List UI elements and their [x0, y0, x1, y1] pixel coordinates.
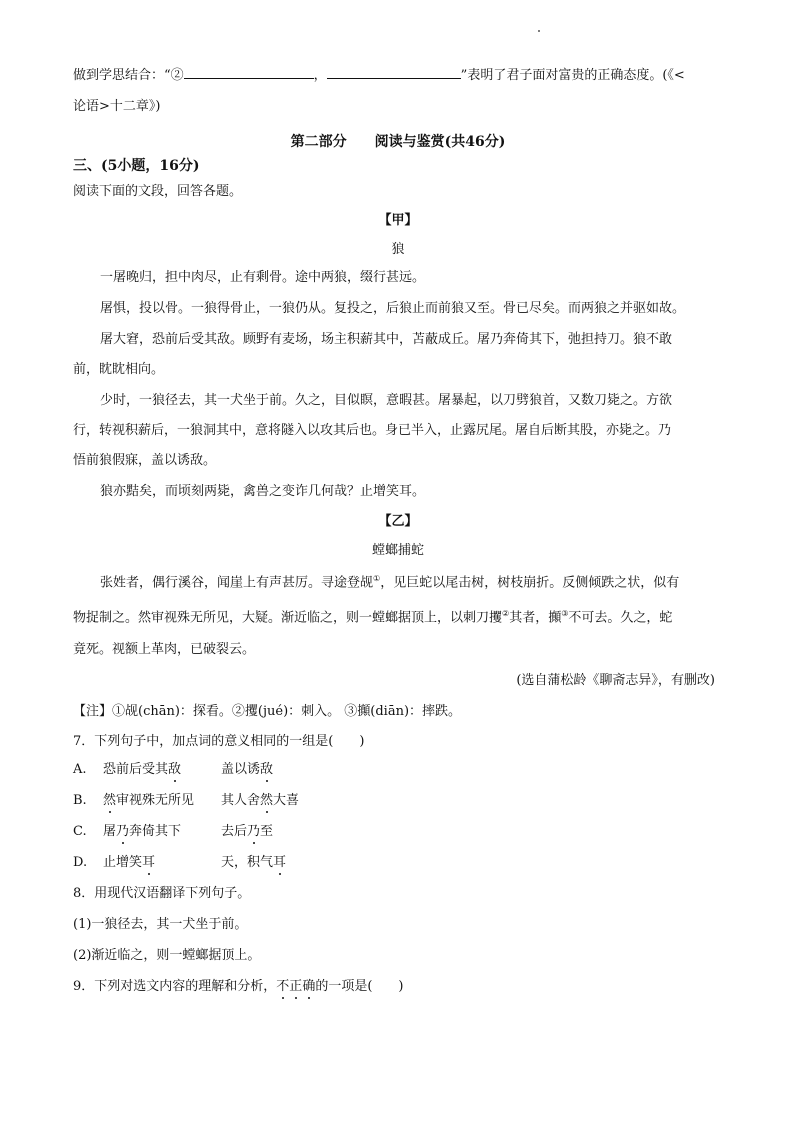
q9-stem [73, 977, 723, 997]
q9-emph: 确 [302, 978, 316, 994]
passage-a-paragraph-2: 屠惧，投以骨。一狼得骨止，一狼仍从。复投之，后狼止而前狼又至。骨已尽矣。而两狼之并驱如故。 [100, 301, 686, 316]
question-head: 三、(5小题，16分) [73, 158, 200, 174]
footnote-mark-1: ① [373, 574, 381, 583]
passage-b-line-1 [73, 569, 723, 593]
option-sentence-1: 屠乃奔倚其下 [103, 823, 182, 839]
q9-emph: 正 [289, 978, 303, 994]
q7-option-a[interactable] [73, 760, 723, 780]
passage-b-label: 【乙】 [378, 514, 418, 529]
option-letter: C. [73, 823, 87, 839]
passage-b-text: ，见巨蛇以尾击树，树枝崩折。反侧倾跌之状，似有 [380, 575, 680, 591]
q8-sentence-1: (1)一狼径去，其一犬坐于前。 [73, 916, 248, 932]
passage-a-paragraph-3-cont: 前，眈眈相向。 [73, 362, 165, 377]
option-sentence-1: 止增笑耳 [103, 854, 156, 870]
q8-sentence-2: (2)渐近临之，则一螳螂据顶上。 [73, 947, 261, 963]
q7-option-b[interactable] [73, 791, 723, 811]
passage-a-label: 【甲】 [378, 213, 418, 228]
q9-text: 9．下列对选文内容的理解和分析， [73, 978, 277, 994]
q9-emph: 不 [276, 978, 290, 994]
answer-blank-1[interactable] [184, 64, 314, 79]
passage-a-paragraph-4-cont-2: 悟前狼假寐，盖以诱敌。 [73, 453, 217, 468]
q7-option-c[interactable] [73, 822, 723, 842]
passage-b-text: 物捉制之。然审视殊无所见，大疑。渐近临之，则一螳螂据顶上，以刺刀攫 [73, 610, 503, 626]
header-suffix: ”表明了君子面对富贵的正确态度。(《< [460, 68, 685, 83]
part-title: 第二部分 阅读与鉴赏(共46分) [290, 134, 506, 150]
header-prefix: 做到学思结合：“② [73, 68, 184, 83]
q9-text: 的一项是( ) [315, 978, 404, 994]
passage-a-paragraph-1: 一屠晚归，担中肉尽，止有剩骨。途中两狼，缀行甚远。 [100, 270, 426, 285]
passage-b-note: 【注】①觇(chān)：探看。②攫(jué)：刺入。 ③攧(diān)：摔跌。 [73, 703, 462, 719]
passage-b-body [73, 569, 723, 722]
passage-b-text: 不可去。久之，蛇 [568, 610, 673, 626]
header-sep: ， [313, 68, 327, 83]
q7-stem: 7．下列句子中，加点词的意义相同的一组是( ) [73, 733, 365, 749]
q7-option-d[interactable] [73, 853, 723, 873]
passage-a-paragraph-5: 狼亦黠矣，而顷刻两毙，禽兽之变诈几何哉？止增笑耳。 [100, 484, 426, 499]
passage-a-paragraph-4: 少时，一狼径去，其一犬坐于前。久之，目似瞑，意暇甚。屠暴起，以刀劈狼首，又数刀毙之。方欲 [100, 393, 673, 408]
option-letter: A. [73, 761, 87, 777]
option-sentence-1: 恐前后受其敌 [103, 761, 182, 777]
option-sentence-2: 其人舍然大喜 [221, 792, 300, 808]
option-sentence-2: 天，积气耳 [221, 854, 287, 870]
header-line-2: 论语>十二章》) [73, 99, 161, 114]
passage-b-line-3: 竟死。视额上革肉，已破裂云。 [73, 641, 256, 657]
passage-b-line-2 [73, 604, 723, 628]
passage-a-body [73, 268, 723, 502]
instruction: 阅读下面的文段，回答各题。 [73, 184, 243, 199]
option-sentence-1: 然审视殊无所见 [103, 792, 195, 808]
option-letter: D. [73, 854, 88, 870]
exam-page [73, 64, 723, 997]
passage-b-title: 螳螂捕蛇 [371, 543, 424, 558]
option-sentence-2: 盖以诱敌 [221, 761, 274, 777]
answer-blank-2[interactable] [327, 64, 461, 79]
footnote-mark-2: ② [502, 609, 510, 619]
q7-options [73, 760, 723, 873]
scan-dot [538, 30, 540, 32]
option-letter: B. [73, 792, 87, 808]
header-line-1 [73, 64, 723, 86]
passage-a-title: 狼 [391, 242, 405, 257]
passage-a-paragraph-4-cont-1: 行，转视积薪后，一狼洞其中，意将隧入以攻其后也。身已半入，止露尻尾。屠自后断其股，亦毙之。乃 [73, 423, 672, 438]
footnote-mark-3: ③ [561, 609, 569, 619]
passage-a-paragraph-3: 屠大窘，恐前后受其敌。顾野有麦场，场主积薪其中，苫蔽成丘。屠乃奔倚其下，弛担持刀。狼不敢 [100, 332, 673, 347]
passage-b-source: (选自蒲松龄《聊斋志异》，有删改) [516, 672, 715, 688]
passage-b-text: 其者，攧 [509, 610, 562, 626]
q8-stem: 8．用现代汉语翻译下列句子。 [73, 885, 251, 901]
passage-b-text: 张姓者，偶行溪谷，闻崖上有声甚厉。寻途登觇 [100, 575, 374, 591]
option-sentence-2: 去后乃至 [221, 823, 274, 839]
